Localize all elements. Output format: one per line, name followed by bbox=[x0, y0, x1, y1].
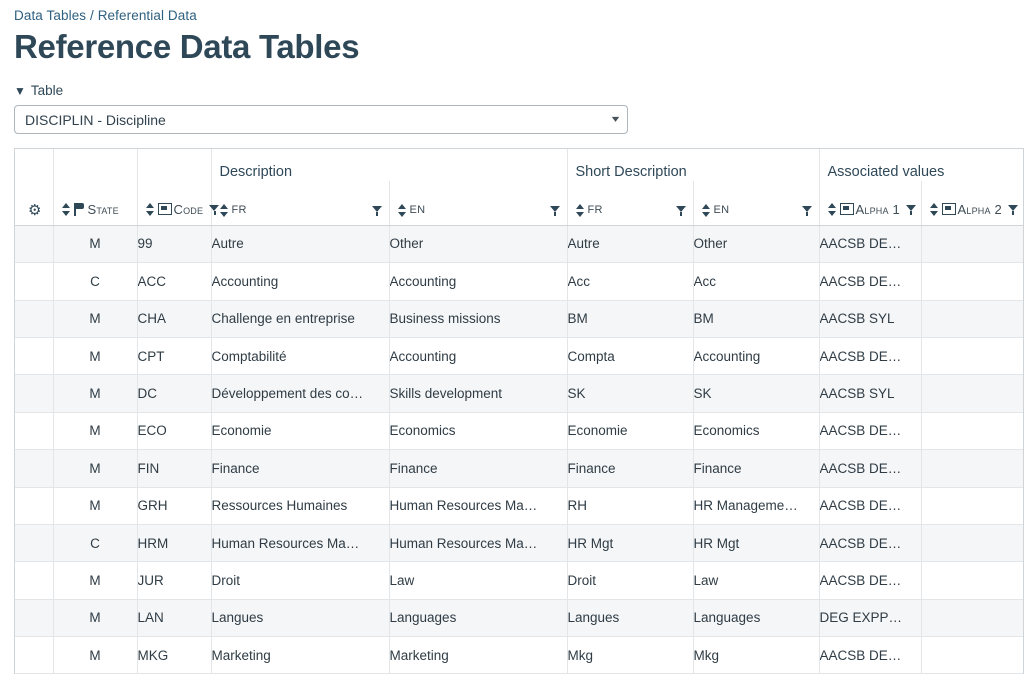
cell-state: M bbox=[53, 487, 137, 524]
column-header-code-label: Code bbox=[173, 201, 204, 217]
table-row[interactable] bbox=[15, 375, 1023, 412]
cell-alpha2 bbox=[921, 562, 1023, 599]
cell-short_fr: Droit bbox=[567, 562, 693, 599]
table-select-value: DISCIPLIN - Discipline bbox=[25, 111, 166, 128]
cell-desc_en: Human Resources Ma… bbox=[389, 524, 567, 561]
cell-state: M bbox=[53, 450, 137, 487]
column-header-alpha-1[interactable] bbox=[819, 181, 921, 225]
cell-short_fr: BM bbox=[567, 300, 693, 337]
cell-desc_en: Economics bbox=[389, 412, 567, 449]
row-select-cell[interactable] bbox=[15, 375, 53, 412]
cell-desc_en: Business missions bbox=[389, 300, 567, 337]
key-icon bbox=[942, 203, 955, 215]
cell-code: ECO bbox=[137, 412, 211, 449]
reference-data-table bbox=[15, 149, 1023, 674]
cell-alpha2 bbox=[921, 524, 1023, 561]
cell-code: LAN bbox=[137, 599, 211, 636]
table-body bbox=[15, 225, 1023, 674]
breadcrumb[interactable]: Data Tables / Referential Data bbox=[14, 8, 197, 23]
cell-state: M bbox=[53, 412, 137, 449]
cell-desc_fr: Langues bbox=[211, 599, 389, 636]
cell-alpha1: AACSB DE… bbox=[819, 637, 921, 674]
data-table-container bbox=[14, 148, 1024, 674]
cell-short_en: Law bbox=[693, 562, 819, 599]
group-header-blank-gear bbox=[15, 149, 53, 181]
cell-short_fr: Compta bbox=[567, 337, 693, 374]
cell-code: FIN bbox=[137, 450, 211, 487]
cell-short_fr: Finance bbox=[567, 450, 693, 487]
cell-short_en: HR Mgt bbox=[693, 524, 819, 561]
cell-alpha1: AACSB DE… bbox=[819, 263, 921, 300]
table-row[interactable] bbox=[15, 524, 1023, 561]
cell-desc_fr: Développement des co… bbox=[211, 375, 389, 412]
column-header-alpha-1-label: Alpha 1 bbox=[855, 201, 900, 217]
cell-alpha1: AACSB SYL bbox=[819, 300, 921, 337]
cell-code: 99 bbox=[137, 225, 211, 262]
column-header-alpha-2-label: Alpha 2 bbox=[957, 201, 1002, 217]
cell-alpha1: AACSB DE… bbox=[819, 225, 921, 262]
table-row[interactable] bbox=[15, 225, 1023, 262]
cell-desc_en: Law bbox=[389, 562, 567, 599]
row-select-cell[interactable] bbox=[15, 263, 53, 300]
filter-icon[interactable] bbox=[676, 205, 687, 216]
cell-short_en: BM bbox=[693, 300, 819, 337]
sort-icon[interactable] bbox=[576, 204, 585, 217]
cell-short_en: Finance bbox=[693, 450, 819, 487]
row-select-cell[interactable] bbox=[15, 599, 53, 636]
table-row[interactable] bbox=[15, 337, 1023, 374]
cell-alpha1: AACSB DE… bbox=[819, 562, 921, 599]
table-row[interactable] bbox=[15, 599, 1023, 636]
column-header-settings[interactable] bbox=[15, 181, 53, 225]
column-header-state[interactable] bbox=[53, 181, 137, 225]
cell-desc_en: Finance bbox=[389, 450, 567, 487]
column-header-description-fr-label: FR bbox=[231, 204, 247, 217]
group-header-blank-state bbox=[53, 149, 137, 181]
cell-alpha1: AACSB DE… bbox=[819, 524, 921, 561]
cell-code: HRM bbox=[137, 524, 211, 561]
cell-alpha2 bbox=[921, 375, 1023, 412]
cell-state: M bbox=[53, 637, 137, 674]
table-row[interactable] bbox=[15, 637, 1023, 674]
cell-alpha2 bbox=[921, 300, 1023, 337]
column-header-row bbox=[15, 181, 1023, 225]
cell-alpha1: AACSB DE… bbox=[819, 450, 921, 487]
cell-short_fr: HR Mgt bbox=[567, 524, 693, 561]
cell-short_fr: RH bbox=[567, 487, 693, 524]
cell-short_en: Languages bbox=[693, 599, 819, 636]
cell-short_en: SK bbox=[693, 375, 819, 412]
page-title: Reference Data Tables bbox=[14, 28, 360, 65]
sort-icon[interactable] bbox=[930, 203, 939, 216]
cell-desc_fr: Economie bbox=[211, 412, 389, 449]
cell-desc_fr: Marketing bbox=[211, 637, 389, 674]
cell-state: C bbox=[53, 263, 137, 300]
row-select-cell[interactable] bbox=[15, 524, 53, 561]
table-row[interactable] bbox=[15, 487, 1023, 524]
cell-desc_en: Accounting bbox=[389, 263, 567, 300]
cell-short_en: Other bbox=[693, 225, 819, 262]
sort-icon[interactable] bbox=[702, 204, 711, 217]
cell-code: JUR bbox=[137, 562, 211, 599]
column-header-state-label: State bbox=[87, 201, 119, 217]
cell-state: M bbox=[53, 562, 137, 599]
cell-alpha2 bbox=[921, 263, 1023, 300]
cell-state: M bbox=[53, 225, 137, 262]
cell-alpha2 bbox=[921, 637, 1023, 674]
cell-alpha2 bbox=[921, 337, 1023, 374]
key-icon bbox=[840, 203, 853, 215]
column-header-short-en-label: EN bbox=[713, 204, 730, 217]
flag-icon bbox=[74, 203, 85, 216]
cell-alpha2 bbox=[921, 487, 1023, 524]
cell-state: M bbox=[53, 599, 137, 636]
cell-desc_en: Human Resources Ma… bbox=[389, 487, 567, 524]
row-select-cell[interactable] bbox=[15, 300, 53, 337]
table-row[interactable] bbox=[15, 562, 1023, 599]
cell-alpha2 bbox=[921, 412, 1023, 449]
cell-short_en: Economics bbox=[693, 412, 819, 449]
cell-desc_fr: Finance bbox=[211, 450, 389, 487]
group-header-short-description: Short Description bbox=[567, 149, 819, 181]
cell-short_fr: SK bbox=[567, 375, 693, 412]
filter-icon[interactable] bbox=[550, 205, 561, 216]
sort-icon[interactable] bbox=[146, 203, 155, 216]
column-header-short-en[interactable] bbox=[693, 181, 819, 225]
cell-code: MKG bbox=[137, 637, 211, 674]
group-header-associated-values: Associated values bbox=[827, 164, 945, 181]
sort-icon[interactable] bbox=[62, 203, 71, 216]
cell-short_en: Acc bbox=[693, 263, 819, 300]
cell-desc_en: Other bbox=[389, 225, 567, 262]
cell-desc_fr: Accounting bbox=[211, 263, 389, 300]
table-filter-row bbox=[0, 83, 1024, 98]
cell-short_en: Accounting bbox=[693, 337, 819, 374]
cell-desc_fr: Ressources Humaines bbox=[211, 487, 389, 524]
cell-state: M bbox=[53, 375, 137, 412]
cell-alpha1: AACSB DE… bbox=[819, 412, 921, 449]
gear-icon[interactable]: ⚙ bbox=[28, 201, 42, 219]
cell-short_fr: Langues bbox=[567, 599, 693, 636]
column-header-alpha-2[interactable] bbox=[921, 181, 1023, 225]
column-header-short-fr-label: FR bbox=[587, 204, 603, 217]
cell-alpha2 bbox=[921, 225, 1023, 262]
cell-short_fr: Autre bbox=[567, 225, 693, 262]
cell-desc_en: Marketing bbox=[389, 637, 567, 674]
cell-alpha1: AACSB DE… bbox=[819, 487, 921, 524]
table-select-wrap bbox=[0, 105, 1024, 134]
filter-icon[interactable] bbox=[372, 205, 383, 216]
filter-icon: ▼ bbox=[14, 83, 26, 98]
group-header-description: Description bbox=[211, 149, 567, 181]
cell-code: CHA bbox=[137, 300, 211, 337]
cell-state: M bbox=[53, 337, 137, 374]
sort-icon[interactable] bbox=[398, 204, 407, 217]
table-row[interactable] bbox=[15, 412, 1023, 449]
cell-short_fr: Mkg bbox=[567, 637, 693, 674]
cell-alpha1: DEG EXPP… bbox=[819, 599, 921, 636]
cell-short_fr: Economie bbox=[567, 412, 693, 449]
table-row[interactable] bbox=[15, 263, 1023, 300]
row-select-cell[interactable] bbox=[15, 337, 53, 374]
cell-short_en: HR Manageme… bbox=[693, 487, 819, 524]
cell-desc_fr: Droit bbox=[211, 562, 389, 599]
cell-desc_en: Languages bbox=[389, 599, 567, 636]
column-header-description-en-label: EN bbox=[409, 204, 426, 217]
column-header-short-fr[interactable] bbox=[567, 181, 693, 225]
cell-desc_fr: Challenge en entreprise bbox=[211, 300, 389, 337]
group-header-row bbox=[15, 149, 1023, 181]
cell-code: CPT bbox=[137, 337, 211, 374]
cell-alpha1: AACSB DE… bbox=[819, 337, 921, 374]
column-header-description-en[interactable] bbox=[389, 181, 567, 225]
cell-short_fr: Acc bbox=[567, 263, 693, 300]
key-icon bbox=[158, 203, 171, 215]
cell-desc_en: Skills development bbox=[389, 375, 567, 412]
column-header-description-fr[interactable] bbox=[211, 181, 389, 225]
chevron-down-icon: ▾ bbox=[611, 114, 620, 126]
row-select-cell[interactable] bbox=[15, 562, 53, 599]
group-header-blank-code bbox=[137, 149, 211, 181]
table-row[interactable] bbox=[15, 450, 1023, 487]
cell-alpha1: AACSB SYL bbox=[819, 375, 921, 412]
table-head bbox=[15, 149, 1023, 225]
cell-short_en: Mkg bbox=[693, 637, 819, 674]
row-select-cell[interactable] bbox=[15, 450, 53, 487]
cell-alpha2 bbox=[921, 450, 1023, 487]
cell-state: C bbox=[53, 524, 137, 561]
cell-desc_fr: Autre bbox=[211, 225, 389, 262]
table-select[interactable] bbox=[14, 105, 628, 134]
cell-state: M bbox=[53, 300, 137, 337]
cell-desc_en: Accounting bbox=[389, 337, 567, 374]
cell-code: ACC bbox=[137, 263, 211, 300]
cell-code: DC bbox=[137, 375, 211, 412]
row-select-cell[interactable] bbox=[15, 487, 53, 524]
filter-icon[interactable] bbox=[1008, 204, 1019, 215]
cell-desc_fr: Comptabilité bbox=[211, 337, 389, 374]
table-row[interactable] bbox=[15, 300, 1023, 337]
row-select-cell[interactable] bbox=[15, 412, 53, 449]
cell-alpha2 bbox=[921, 599, 1023, 636]
row-select-cell[interactable] bbox=[15, 637, 53, 674]
cell-code: GRH bbox=[137, 487, 211, 524]
sort-icon[interactable] bbox=[220, 204, 229, 217]
filter-icon[interactable] bbox=[802, 205, 813, 216]
filter-icon[interactable] bbox=[906, 204, 917, 215]
column-header-code[interactable] bbox=[137, 181, 211, 225]
sort-icon[interactable] bbox=[828, 203, 837, 216]
table-filter-label: Table bbox=[30, 83, 64, 99]
row-select-cell[interactable] bbox=[15, 225, 53, 262]
cell-desc_fr: Human Resources Ma… bbox=[211, 524, 389, 561]
